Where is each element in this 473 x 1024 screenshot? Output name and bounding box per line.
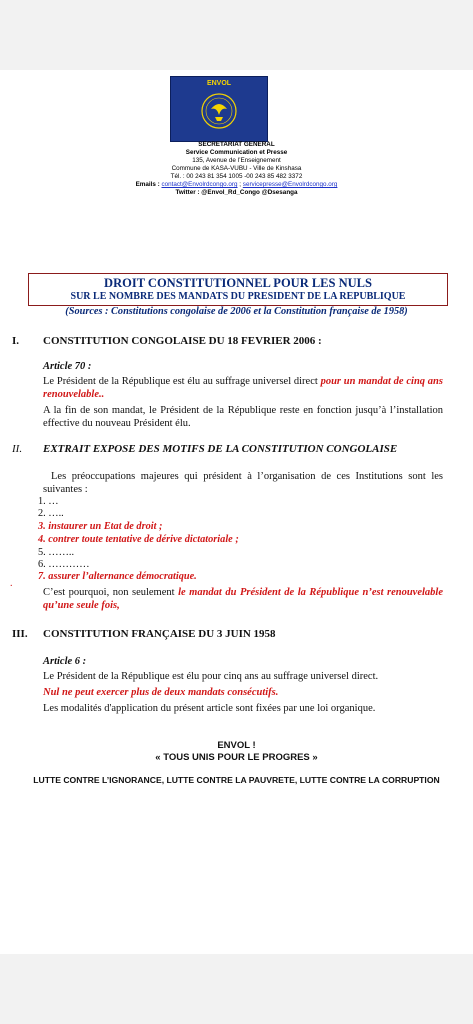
header-phone: Tél. : 00 243 81 354 1005 -00 243 85 482 3372 xyxy=(170,173,303,180)
article-6-paragraph-3: Les modalités d'application du présent article sont fixées par une loi organique. xyxy=(43,703,376,714)
footer-motto: LUTTE CONTRE L’IGNORANCE, LUTTE CONTRE LA PAUVRETE, LUTTE CONTRE LA CORRUPTION xyxy=(33,775,440,785)
header-line-1: SECRETARIAT GENERAL xyxy=(198,141,275,148)
section-3-heading: CONSTITUTION FRANÇAISE DU 3 JUIN 1958 xyxy=(43,628,276,640)
article-6-paragraph-1: Le Président de la République est élu pour cinq ans au suffrage universel direct. xyxy=(43,671,379,682)
article-6-paragraph-2: Nul ne peut exercer plus de deux mandats consécutifs. xyxy=(43,687,279,698)
list-item: 1. … xyxy=(38,496,59,507)
email-press-link[interactable]: servicepresse@Envolrdcongo.org xyxy=(242,181,338,188)
article-70-label: Article 70 : xyxy=(43,361,92,372)
header-commune: Commune de KASA-VUBU - Ville de Kinshasa xyxy=(171,165,302,172)
list-item: 7. assurer l’alternance démocratique. xyxy=(38,571,197,582)
header-emails: Emails : contact@Envolrdcongo.org ; servicepresse@Envolrdcongo.org xyxy=(135,181,338,188)
margin-mark: . xyxy=(10,578,13,589)
list-item: 4. contrer toute tentative de dérive dictatoriale ; xyxy=(38,534,239,545)
list-item: 3. instaurer un Etat de droit ; xyxy=(38,521,163,532)
email-contact-link[interactable]: contact@Envolrdcongo.org xyxy=(161,181,238,188)
document-title: DROIT CONSTITUTIONNEL POUR LES NULS xyxy=(104,276,372,290)
footer-slogan: « TOUS UNIS POUR LE PROGRES » xyxy=(155,752,318,763)
logo-emblem-icon xyxy=(199,89,239,135)
document-subtitle: SUR LE NOMBRE DES MANDATS DU PRESIDENT DE LA REPUBLIQUE xyxy=(70,291,406,302)
list-item: 5. …….. xyxy=(38,547,75,558)
logo-title: ENVOL xyxy=(206,80,232,87)
header-twitter: Twitter : @Envol_Rd_Congo @Dsesanga xyxy=(175,189,298,196)
section-1-number: I. xyxy=(12,335,20,347)
section-2-intro: Les préoccupations majeures qui président à l’organisation de ces Institutions sont les suivantes : xyxy=(43,471,443,495)
footer-envol: ENVOL ! xyxy=(217,740,256,751)
header-line-2: Service Communication et Presse xyxy=(185,149,288,156)
section-2-heading: EXTRAIT EXPOSE DES MOTIFS DE LA CONSTITUTION CONGOLAISE xyxy=(43,443,398,455)
list-item: 6. ………… xyxy=(38,559,90,570)
section-2-conclusion: C’est pourquoi, non seulement le mandat du Président de la République n’est renouvelable qu’une seule fois, xyxy=(43,587,443,611)
section-3-number: III. xyxy=(12,628,28,640)
sources-line: (Sources : Constitutions congolaise de 2006 et la Constitution française de 1958) xyxy=(65,306,408,317)
top-margin xyxy=(0,0,473,70)
list-item: 2. ….. xyxy=(38,508,64,519)
envol-logo xyxy=(170,76,268,142)
section-1-heading: CONSTITUTION CONGOLAISE DU 18 FEVRIER 2006 : xyxy=(43,335,322,347)
article-70-paragraph-2: A la fin de son mandat, le Président de la République reste en fonction jusqu’à l’installation effective du nouveau Président élu. xyxy=(43,405,443,429)
header-address: 135, Avenue de l’Enseignement xyxy=(192,157,281,164)
article-70-paragraph-1: Le Président de la République est élu au suffrage universel direct pour un mandat de cinq ans renouvelable.. xyxy=(43,376,443,400)
title-box xyxy=(28,273,448,306)
article-6-label: Article 6 : xyxy=(43,656,87,667)
document-page xyxy=(0,70,473,954)
section-2-number: II. xyxy=(12,443,23,455)
